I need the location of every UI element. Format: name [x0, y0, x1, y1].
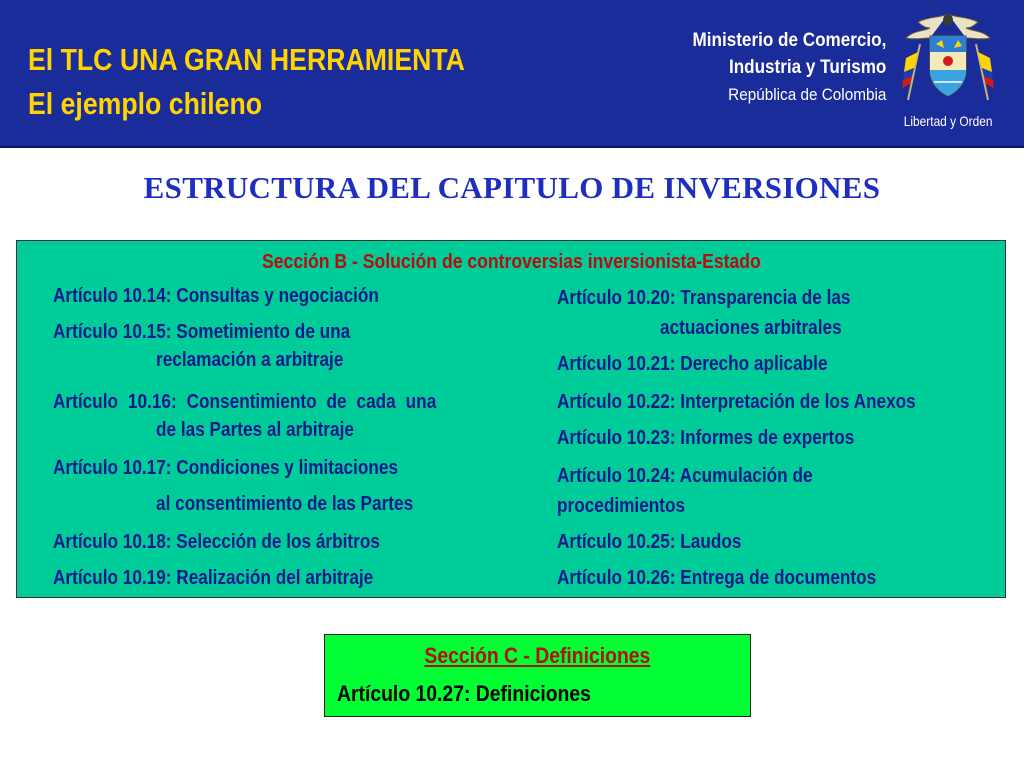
section-b-box	[16, 240, 1006, 598]
list-item: Artículo 10.16: Consentimiento de cada una	[53, 391, 437, 413]
list-item: de las Partes al arbitraje	[156, 419, 354, 441]
list-item: Artículo 10.25: Laudos	[557, 531, 742, 553]
list-item: procedimientos	[557, 495, 686, 517]
colombia-coat-of-arms-icon	[900, 8, 996, 104]
list-item: Artículo 10.18: Selección de los árbitros	[53, 531, 380, 553]
ministry-line3: República de Colombia	[727, 85, 886, 104]
list-item: Artículo 10.20: Transparencia de las	[557, 287, 851, 309]
section-b-title: Sección B - Solución de controversias inversionista-Estado	[261, 251, 761, 273]
list-item: reclamación a arbitraje	[156, 349, 344, 371]
list-item: Artículo 10.19: Realización del arbitraje	[53, 567, 374, 589]
list-item: Artículo 10.17: Condiciones y limitaciones	[53, 457, 399, 479]
section-c-item: Artículo 10.27: Definiciones	[337, 681, 591, 706]
section-c-title: Sección C - Definiciones	[424, 643, 651, 668]
list-item: Artículo 10.23: Informes de expertos	[557, 427, 855, 449]
ministry-line2: Industria y Turismo	[728, 57, 886, 78]
list-item: Artículo 10.15: Sometimiento de una	[53, 321, 351, 343]
slide-header	[0, 0, 1024, 148]
ministry-line1: Ministerio de Comercio,	[692, 30, 886, 51]
main-title: ESTRUCTURA DEL CAPITULO DE INVERSIONES	[143, 170, 881, 205]
list-item: Artículo 10.24: Acumulación de	[557, 465, 813, 487]
motto-text: Libertad y Orden	[903, 113, 993, 129]
list-item: Artículo 10.22: Interpretación de los Anexos	[557, 391, 916, 413]
slide-title-line1: El TLC UNA GRAN HERRAMIENTA	[28, 42, 465, 77]
section-c-box	[324, 634, 751, 717]
list-item: actuaciones arbitrales	[660, 317, 842, 339]
list-item: Artículo 10.21: Derecho aplicable	[557, 353, 828, 375]
list-item: al consentimiento de las Partes	[156, 493, 414, 515]
list-item: Artículo 10.26: Entrega de documentos	[557, 567, 877, 589]
list-item: Artículo 10.14: Consultas y negociación	[53, 285, 379, 307]
slide-title-line2: El ejemplo chileno	[28, 86, 263, 121]
ministry-name	[671, 27, 886, 108]
